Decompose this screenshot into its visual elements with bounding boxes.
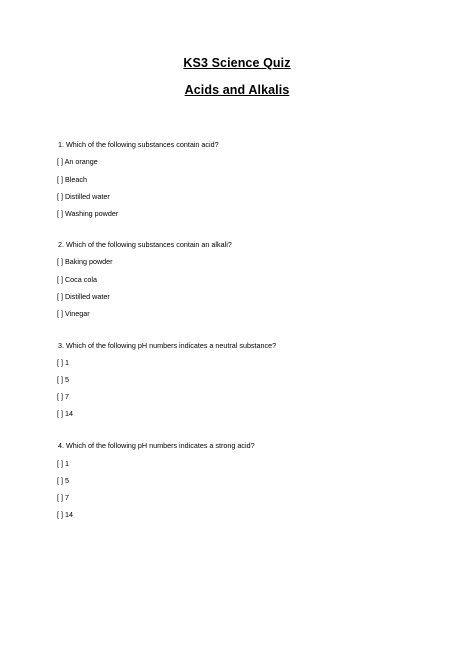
- question-4-option-2[interactable]: [ ] 5: [57, 476, 69, 485]
- question-3-option-3[interactable]: [ ] 7: [57, 392, 69, 401]
- question-1-option-3[interactable]: [ ] Distilled water: [57, 192, 110, 201]
- question-3-option-1[interactable]: [ ] 1: [57, 358, 69, 367]
- question-3-option-2[interactable]: [ ] 5: [57, 375, 69, 384]
- question-2-text: 2. Which of the following substances contain an alkali?: [58, 240, 232, 249]
- question-3-text: 3. Which of the following pH numbers indicates a neutral substance?: [58, 341, 277, 350]
- question-1-option-4[interactable]: [ ] Washing powder: [57, 209, 119, 218]
- question-1-option-1[interactable]: [ ] An orange: [57, 157, 98, 166]
- question-2-option-2[interactable]: [ ] Coca cola: [57, 275, 97, 284]
- question-4-text: 4. Which of the following pH numbers indicates a strong acid?: [58, 441, 255, 450]
- question-4-option-4[interactable]: [ ] 14: [57, 510, 73, 519]
- question-2-option-1[interactable]: [ ] Baking powder: [57, 257, 113, 266]
- question-2-option-3[interactable]: [ ] Distilled water: [57, 292, 110, 301]
- quiz-title: KS3 Science Quiz: [183, 56, 291, 70]
- question-1-option-2[interactable]: [ ] Bleach: [57, 175, 87, 184]
- question-4-option-3[interactable]: [ ] 7: [57, 493, 69, 502]
- question-1-text: 1. Which of the following substances contain acid?: [58, 140, 219, 149]
- question-3-option-4[interactable]: [ ] 14: [57, 409, 73, 418]
- quiz-subtitle: Acids and Alkalis: [184, 83, 290, 97]
- question-4-option-1[interactable]: [ ] 1: [57, 459, 69, 468]
- question-2-option-4[interactable]: [ ] Vinegar: [57, 309, 90, 318]
